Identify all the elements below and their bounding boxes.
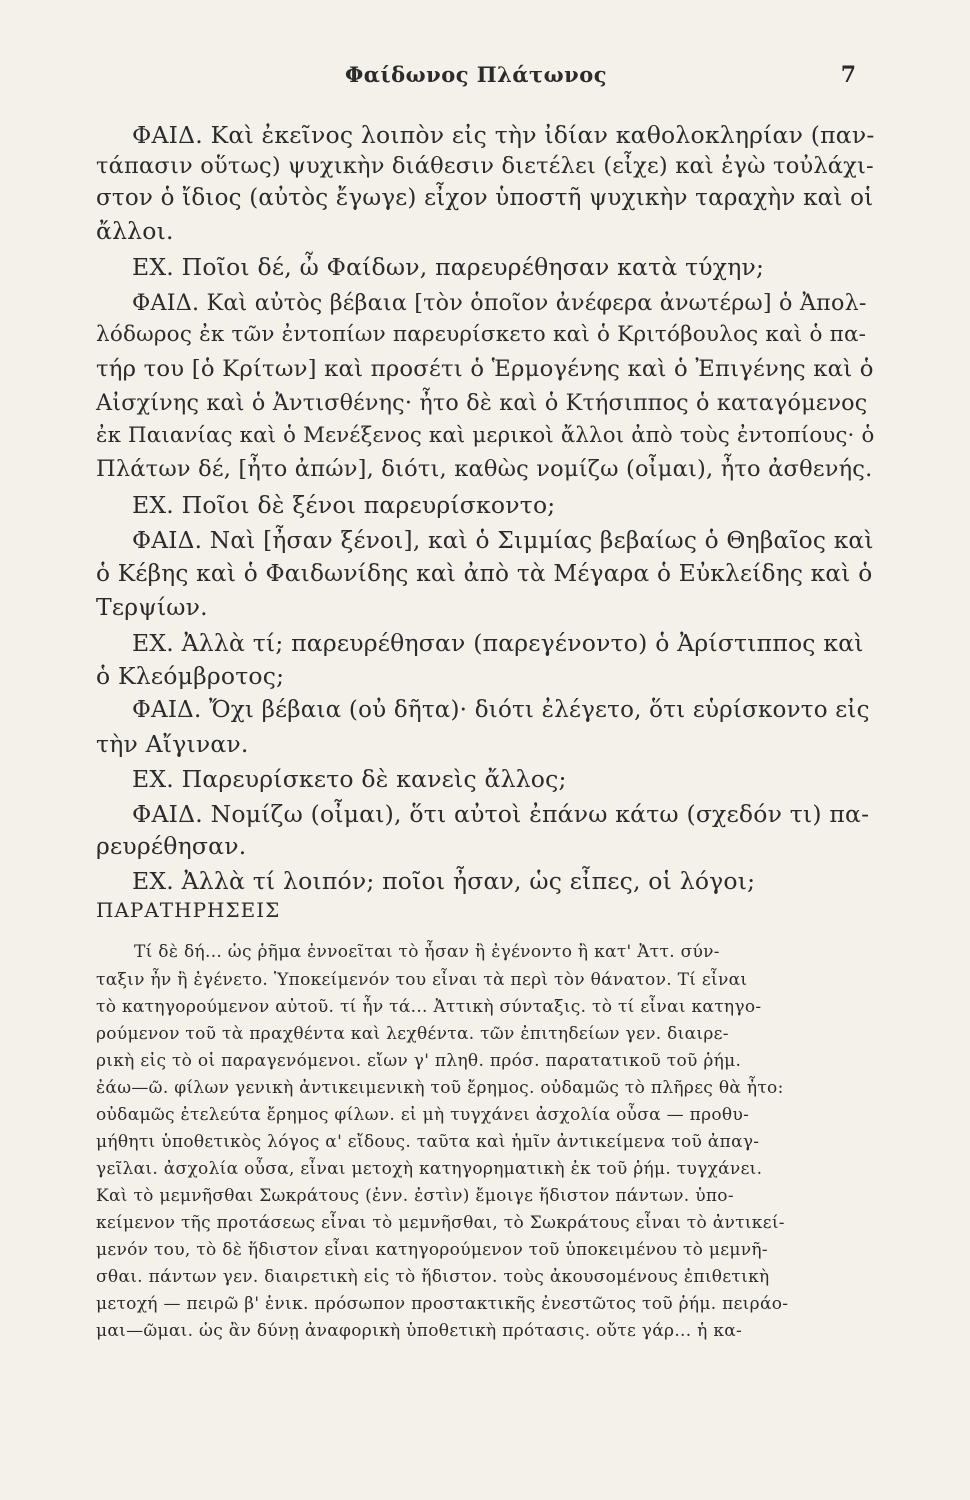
- text-line: λόδωρος ἐκ τῶν ἐντοπίων παρευρίσκετο καὶ ὁ Κριτόβουλος καὶ ὁ πα-: [96, 322, 867, 347]
- note-line: ρικὴ εἰς τὸ οἱ παραγενόμενοι. εἴων γ' πληθ. πρόσ. παρατατικοῦ τοῦ ῥήμ.: [96, 1051, 742, 1071]
- text-line: τάπασιν οὕτως) ψυχικὴν διάθεσιν διετέλει (εἶχε) καὶ ἐγὼ τοὐλάχι-: [96, 153, 874, 179]
- text-line: Αἰσχίνης καὶ ὁ Ἀντισθένης· ἦτο δὲ καὶ ὁ Κτήσιππος ὁ καταγόμενος: [96, 390, 868, 416]
- note-line: μήθητι ὑποθετικὸς λόγος α' εἴδους. ταῦτα καὶ ἡμῖν ἀντικείμενα τοῦ ἀπαγ-: [96, 1132, 760, 1152]
- text-line: ἐκ Παιανίας καὶ ὁ Μενέξενος καὶ μερικοὶ ἄλλοι ἀπὸ τοὺς ἐντοπίους· ὁ: [96, 423, 875, 448]
- note-line: μετοχή — πειρῶ β' ἑνικ. πρόσωπον προστακτικῆς ἐνεστῶτος τοῦ ῥήμ. πειράο-: [96, 1294, 789, 1314]
- text-line: ΕΧ. Ἀλλὰ τί λοιπόν; ποῖοι ἦσαν, ὡς εἶπες, οἱ λόγοι;: [132, 867, 756, 895]
- text-line: ΕΧ. Ποῖοι δέ, ὦ Φαίδων, παρευρέθησαν κατὰ τύχην;: [132, 253, 765, 281]
- text-line: Τερψίων.: [96, 593, 208, 621]
- text-line: τὴν Αἴγιναν.: [96, 730, 249, 758]
- text-line: ΕΧ. Ἀλλὰ τί; παρευρέθησαν (παρεγένοντο) ὁ Ἀρίστιππος καὶ: [132, 629, 864, 657]
- note-line: τὸ κατηγορούμενον αὐτοῦ. τί ἦν τά... Ἀττικὴ σύνταξις. τὸ τί εἶναι κατηγο-: [96, 997, 762, 1017]
- text-line: ΦΑΙΔ. Ναὶ [ἦσαν ξένοι], καὶ ὁ Σιμμίας βεβαίως ὁ Θηβαῖος καὶ: [132, 527, 874, 554]
- text-line: ΦΑΙΔ. Καὶ αὐτὸς βέβαια [τὸν ὁποῖον ἀνέφερα ἀνωτέρω] ὁ Ἀπολ-: [132, 290, 867, 316]
- note-line: οὐδαμῶς ἐτελεύτα ἔρημος φίλων. εἰ μὴ τυγχάνει ἀσχολία οὖσα — προθυ-: [96, 1105, 750, 1125]
- text-line: ΕΧ. Ποῖοι δὲ ξένοι παρευρίσκοντο;: [132, 491, 556, 519]
- text-line: ὁ Κλεόμβροτος;: [96, 662, 285, 690]
- note-line: μαι—ῶμαι. ὡς ἂν δύνῃ ἀναφορικὴ ὑποθετικὴ πρότασις. οὔτε γάρ... ἡ κα-: [96, 1321, 743, 1341]
- text-line: ΦΑΙΔ. Ὄχι βέβαια (οὐ δῆτα)· διότι ἐλέγετο, ὅτι εὑρίσκοντο εἰς: [132, 697, 870, 723]
- note-line: γεῖλαι. ἀσχολία οὖσα, εἶναι μετοχὴ κατηγορηματικὴ ἐκ τοῦ ῥήμ. τυγχάνει.: [96, 1159, 763, 1179]
- text-line: ΦΑΙΔ. Καὶ ἐκεῖνος λοιπὸν εἰς τὴν ἰδίαν καθολοκληρίαν (παν-: [132, 121, 875, 149]
- running-header: [96, 62, 856, 96]
- text-line: Πλάτων δέ, [ἦτο ἀπών], διότι, καθὼς νομίζω (οἶμαι), ἦτο ἀσθενής.: [96, 456, 873, 482]
- text-line: ὁ Κέβης καὶ ὁ Φαιδωνίδης καὶ ἀπὸ τὰ Μέγαρα ὁ Εὐκλείδης καὶ ὁ: [96, 560, 873, 587]
- text-line: ἄλλοι.: [96, 217, 174, 245]
- note-line: ἐάω—ῶ. φίλων γενικὴ ἀντικειμενικὴ τοῦ ἔρημος. οὐδαμῶς τὸ πλῆρες θὰ ἦτο:: [96, 1078, 784, 1098]
- note-line: ταξιν ἦν ἢ ἐγένετο. Ὑποκείμενόν του εἶναι τὰ περὶ τὸν θάνατον. Τί εἶναι: [96, 970, 748, 990]
- note-line: κείμενον τῆς προτάσεως εἶναι τὸ μεμνῆσθαι, τὸ Σωκράτους εἶναι τὸ ἀντικεί-: [96, 1213, 785, 1233]
- running-title: Φαίδωνος Πλάτωνος: [345, 62, 607, 87]
- note-line: σθαι. πάντων γεν. διαιρετικὴ εἰς τὸ ἥδιστον. τοὺς ἀκουσομένους ἐπιθετικὴ: [96, 1267, 770, 1287]
- note-line: μενόν του, τὸ δὲ ἥδιστον εἶναι κατηγορούμενον τοῦ ὑποκειμένου τὸ μεμνῆ-: [96, 1240, 768, 1260]
- page-number: 7: [840, 62, 856, 88]
- note-line: Τί δὲ δή... ὡς ῥῆμα ἐννοεῖται τὸ ἦσαν ἢ ἐγένοντο ἢ κατ' Ἀττ. σύν-: [134, 942, 720, 962]
- notes-heading: ΠΑΡΑΤΗΡΗΣΕΙΣ: [96, 898, 281, 922]
- text-line: τήρ του [ὁ Κρίτων] καὶ προσέτι ὁ Ἑρμογένης καὶ ὁ Ἐπιγένης καὶ ὁ: [96, 356, 874, 382]
- text-line: ΦΑΙΔ. Νομίζω (οἶμαι), ὅτι αὐτοὶ ἐπάνω κάτω (σχεδόν τι) πα-: [132, 800, 870, 828]
- text-line: ΕΧ. Παρευρίσκετο δὲ κανεὶς ἄλλος;: [132, 765, 567, 793]
- text-line: στον ὁ ἴδιος (αὐτὸς ἔγωγε) εἶχον ὑποστῆ ψυχικὴν ταραχὴν καὶ οἱ: [96, 185, 874, 211]
- text-line: ρευρέθησαν.: [96, 832, 247, 860]
- note-line: ρούμενον τοῦ τὰ πραχθέντα καὶ λεχθέντα. τῶν ἐπιτηδείων γεν. διαιρε-: [96, 1024, 729, 1044]
- note-line: Καὶ τὸ μεμνῆσθαι Σωκράτους (ἐνν. ἐστὶν) ἔμοιγε ἥδιστον πάντων. ὑπο-: [96, 1186, 734, 1206]
